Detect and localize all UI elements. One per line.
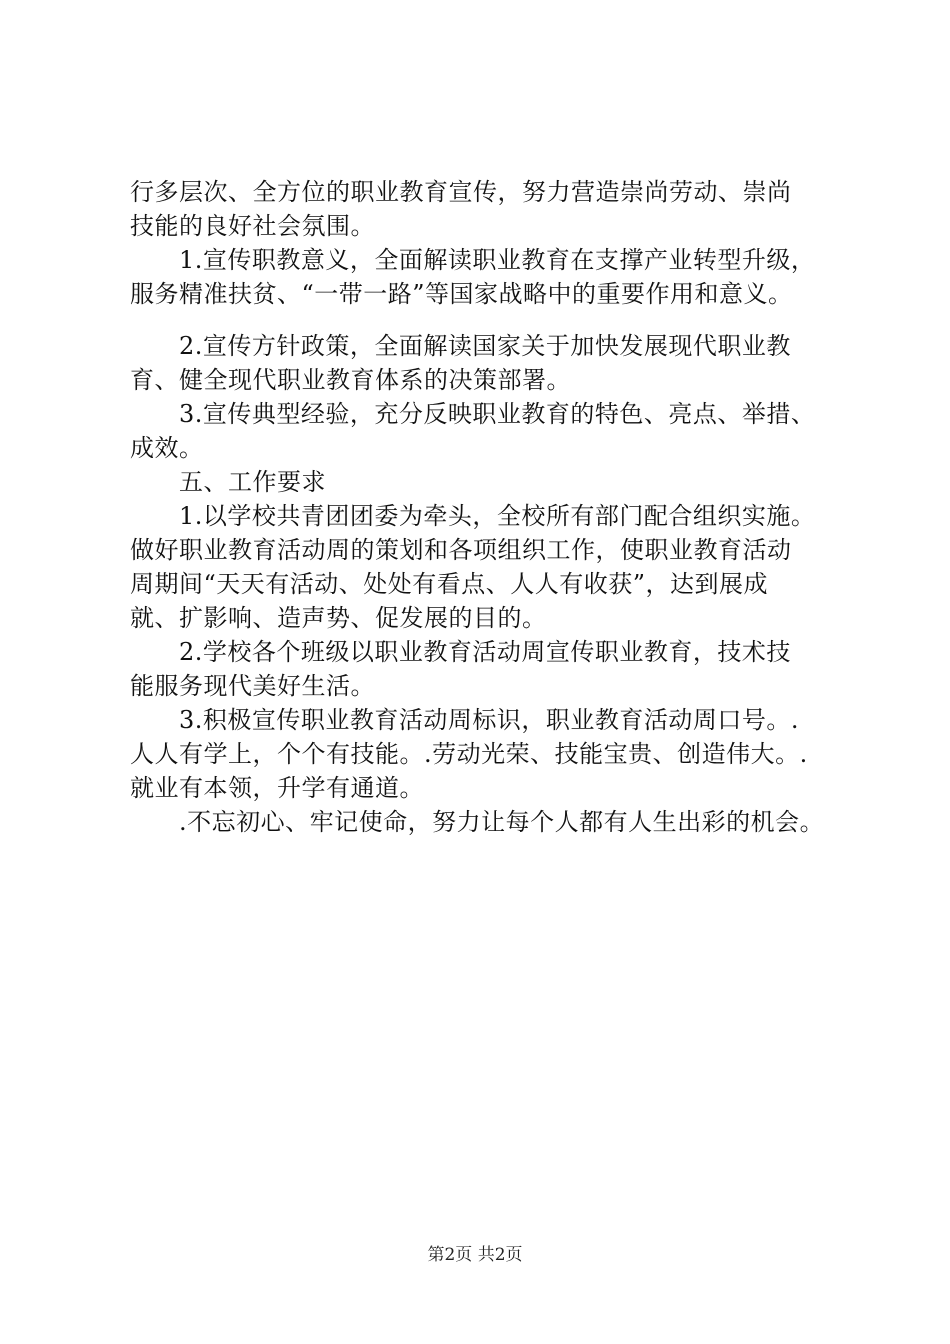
body-line-3: 1.宣传职教意义，全面解读职业教育在支撑产业转型升级， bbox=[130, 246, 816, 274]
body-line-10: 1.以学校共青团团委为牵头，全校所有部门配合组织实施。 bbox=[130, 502, 816, 530]
body-line-17: 人人有学上，个个有技能。.劳动光荣、技能宝贵、创造伟大。. bbox=[130, 740, 808, 768]
body-line-11: 做好职业教育活动周的策划和各项组织工作，使职业教育活动 bbox=[130, 536, 792, 564]
body-line-18: 就业有本领，升学有通道。 bbox=[130, 774, 424, 802]
body-line-4: 服务精准扶贫、“一带一路”等国家战略中的重要作用和意义。 bbox=[130, 280, 793, 308]
body-line-2: 技能的良好社会氛围。 bbox=[130, 212, 375, 240]
body-line-15: 能服务现代美好生活。 bbox=[130, 672, 375, 700]
body-line-13: 就、扩影响、造声势、促发展的目的。 bbox=[130, 604, 547, 632]
section-heading: 五、工作要求 bbox=[130, 468, 326, 496]
body-line-6: 育、健全现代职业教育体系的决策部署。 bbox=[130, 366, 571, 394]
body-line-1: 行多层次、全方位的职业教育宣传，努力营造崇尚劳动、崇尚 bbox=[130, 178, 792, 206]
body-line-14: 2.学校各个班级以职业教育活动周宣传职业教育，技术技 bbox=[130, 638, 791, 666]
body-line-12: 周期间“天天有活动、处处有看点、人人有收获”，达到展成 bbox=[130, 570, 769, 598]
body-line-19: .不忘初心、牢记使命，努力让每个人都有人生出彩的机会。 bbox=[130, 808, 825, 836]
body-line-5: 2.宣传方针政策，全面解读国家关于加快发展现代职业教 bbox=[130, 332, 791, 360]
body-line-8: 成效。 bbox=[130, 434, 204, 462]
body-line-7: 3.宣传典型经验，充分反映职业教育的特色、亮点、举措、 bbox=[130, 400, 816, 428]
body-line-16: 3.积极宣传职业教育活动周标识，职业教育活动周口号。. bbox=[130, 706, 800, 734]
page-footer: 第2页 共2页 bbox=[427, 1245, 523, 1265]
